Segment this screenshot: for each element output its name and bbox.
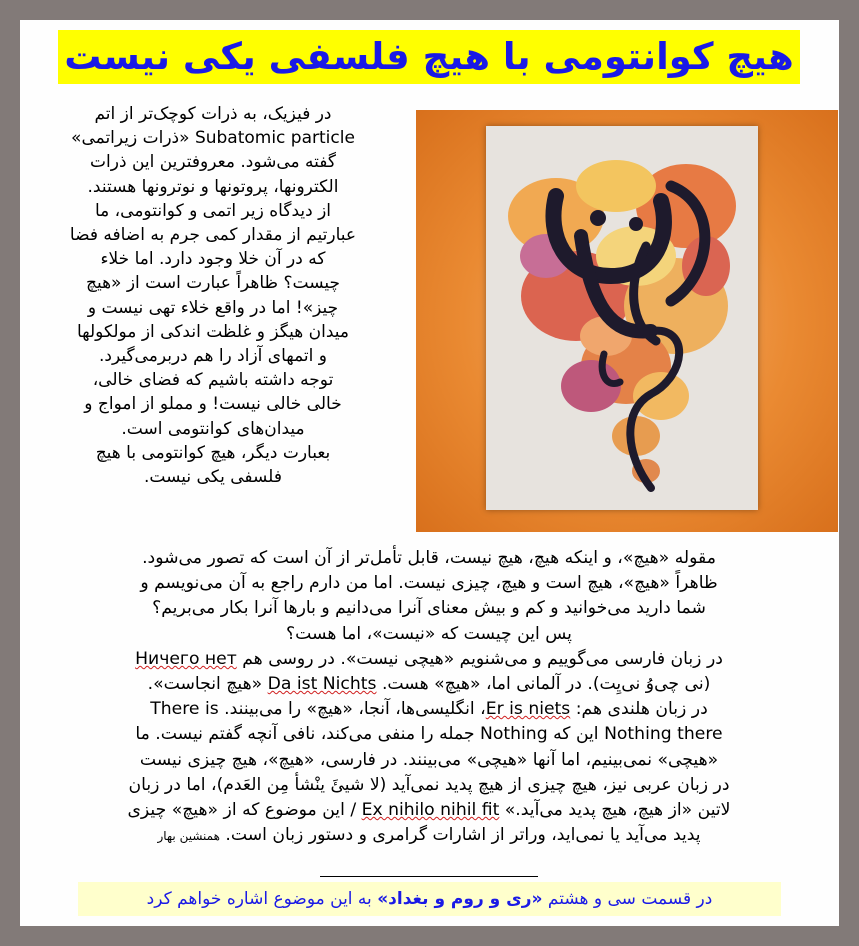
series-title: «ری و روم و بغداد»	[377, 889, 543, 909]
document-page	[20, 20, 839, 926]
text-line: مقوله «هیچ»، و اینکه هیچ، هیچ نیست، قابل تأمل‌تر از آن است که تصور می‌شود.	[142, 548, 716, 568]
text-fragment: در زبان فارسی می‌گوییم و می‌شنویم «هیچی نیست». در روسی هم	[242, 648, 723, 669]
text-line: چیز»! اما در واقع خلاء تهی نیست و	[87, 297, 339, 318]
text-line: Subatomic particle «ذرات زیراتمی»	[71, 128, 355, 149]
text-line: خالی خالی نیست! و مملو از امواج و	[84, 394, 342, 415]
text-line: در زبان عربی نیز، هیچ چیزی از هیچ پدید نمی‌آید (لا شیئَ ینْشأ مِن العَدم)، اما در زبان	[128, 774, 730, 795]
artwork-canvas	[486, 126, 758, 510]
latin-phrase: Ex nihilo nihil fit	[361, 800, 500, 821]
text-fragment: / این موضوع که از «هیچ» چیزی	[127, 800, 357, 821]
text-fragment: این که	[553, 724, 599, 745]
text-line	[36, 647, 822, 672]
text-fragment: ، انگلیسی‌ها، آنجا، «هیچ» را می‌بینند.	[224, 699, 486, 720]
divider-line	[320, 876, 538, 877]
text-line: پس این چیست که «نیست»، اما هست؟	[286, 623, 572, 644]
intro-paragraph	[28, 102, 398, 489]
page-title: هیچ کوانتومی با هیچ فلسفی یکی نیست	[58, 30, 800, 84]
english-word: Nothing	[480, 724, 548, 745]
dutch-phrase: Er is niets	[485, 699, 571, 720]
text-line	[36, 722, 822, 747]
text-line: چیست؟ ظاهراً عبارت است از «هیچ	[85, 273, 341, 294]
text-line	[36, 798, 822, 823]
text-line: عبارتیم از مقدار کمی جرم به اضافه فضا	[69, 225, 357, 246]
text-line	[36, 823, 822, 849]
english-phrase: There is	[150, 699, 219, 720]
text-fragment: (نی چی‌وُ نی‌یِت). در آلمانی اما، «هیچ» هست.	[381, 674, 711, 695]
footer-text: در قسمت سی و هشتم	[547, 889, 713, 909]
footer-text: به این موضوع اشاره خواهم کرد	[146, 889, 372, 909]
text-fragment: جمله را منفی می‌کند، نافی آنچه گفتم نیست. ما	[135, 724, 475, 745]
text-line	[36, 672, 822, 697]
text-line: توجه داشته باشیم که فضای خالی،	[92, 370, 334, 391]
text-line: میدان‌های کوانتومی است.	[121, 418, 305, 439]
text-line: میدان هیگز و غلظت اندکی از مولکولها	[76, 321, 350, 342]
text-line: شما دارید می‌خوانید و کم و بیش معنای آنرا می‌دانیم و بارها آنرا بکار می‌بریم؟	[152, 598, 706, 619]
text-line: فلسفی یکی نیست.	[144, 467, 282, 488]
text-line: و اتمهای آزاد را هم دربرمی‌گیرد.	[98, 346, 327, 367]
text-fragment: «هیچ انجاست».	[147, 674, 263, 695]
text-line	[36, 697, 822, 722]
title-banner	[36, 30, 822, 90]
calligraphy-image	[486, 126, 758, 510]
main-paragraph	[36, 546, 822, 849]
text-fragment: لاتین «از هیچ، هیچ پدید می‌آید.»	[504, 800, 731, 821]
text-line: از دیدگاه زیر اتمی و کوانتومی، ما	[94, 200, 332, 221]
text-line: الکترونها، پروتونها و نوترونها هستند.	[87, 176, 339, 197]
text-line: بعبارت دیگر، هیچ کوانتومی با هیچ	[95, 442, 331, 463]
text-fragment: در زبان هلندی هم:	[575, 699, 708, 720]
text-line: ظاهراً «هیچ»، هیچ است و هیچ، چیزی نیست. اما من دارم راجع به آن می‌نویسم و	[140, 573, 718, 594]
german-phrase: Da ist Nichts	[267, 674, 377, 695]
text-line: که در آن خلا وجود دارد. اما خلاء	[100, 249, 326, 270]
calligraphy-artwork	[416, 110, 838, 532]
author-signature: همنشین بهار	[157, 829, 220, 844]
english-phrase: Nothing there	[604, 724, 723, 745]
text-line: گفته می‌شود. معروفترین این ذرات	[90, 152, 336, 173]
text-line: «هیچی» نمی‌بینیم، اما آنها «هیچی» می‌بینند. در فارسی، «هیچ»، هیچ چیزی نیست	[139, 749, 719, 770]
text-line: در فیزیک، به ذرات کوچک‌تر از اتم	[94, 104, 332, 124]
russian-phrase: Ничего нет	[135, 648, 237, 669]
text-fragment: پدید می‌آید یا نمی‌اید، وراتر از اشارات گرامری و دستور زبان است.	[225, 825, 701, 846]
footer-note	[78, 882, 781, 916]
